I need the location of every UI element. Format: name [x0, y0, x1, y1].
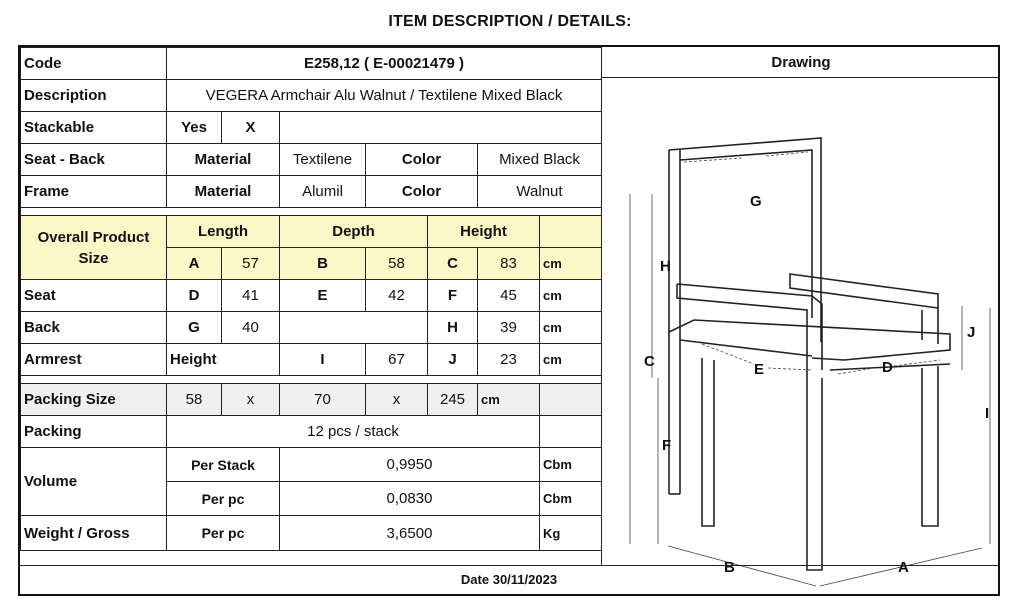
- label-b: B: [724, 559, 735, 576]
- footer-date: Date 30/11/2023: [20, 565, 998, 594]
- overall-unit: cm: [540, 248, 602, 280]
- weight-value: 3,6500: [280, 516, 540, 551]
- length-label: Length: [167, 216, 280, 248]
- row-weight: [21, 516, 602, 551]
- packing-size-blank: [540, 384, 602, 416]
- weight-label: Weight / Gross: [21, 516, 167, 551]
- description-label: Description: [21, 80, 167, 112]
- dim-g-label: G: [167, 312, 222, 344]
- overall-header-blank: [540, 216, 602, 248]
- chair-drawing: [602, 78, 1001, 576]
- stackable-label: Stackable: [21, 112, 167, 144]
- seat-back-color-label: Color: [366, 144, 478, 176]
- row-code: [21, 48, 602, 80]
- label-d: D: [882, 359, 893, 376]
- packing-value: 12 pcs / stack: [167, 416, 540, 448]
- armrest-label: Armrest: [21, 344, 167, 376]
- back-label: Back: [21, 312, 167, 344]
- dim-j-value: 23: [478, 344, 540, 376]
- dim-g-value: 40: [222, 312, 280, 344]
- row-armrest: [21, 344, 602, 376]
- label-j: J: [967, 324, 976, 341]
- label-h: H: [660, 258, 671, 275]
- weight-per-pc-label: Per pc: [167, 516, 280, 551]
- volume-per-stack: 0,9950: [280, 448, 540, 482]
- row-volume-stack: [21, 448, 602, 482]
- label-e: E: [754, 361, 765, 378]
- stackable-mark: X: [222, 112, 280, 144]
- volume-per-pc: 0,0830: [280, 482, 540, 516]
- back-unit: cm: [540, 312, 602, 344]
- dim-d-label: D: [167, 280, 222, 312]
- row-back: [21, 312, 602, 344]
- packing-size-d: 70: [280, 384, 366, 416]
- packing-blank: [540, 416, 602, 448]
- volume-label: Volume: [21, 448, 167, 516]
- packing-size-h: 245: [428, 384, 478, 416]
- description-value: VEGERA Armchair Alu Walnut / Textilene Mixed Black: [167, 80, 602, 112]
- row-seat: [21, 280, 602, 312]
- dim-h-value: 39: [478, 312, 540, 344]
- label-a: A: [898, 559, 909, 576]
- frame-material-label: Material: [167, 176, 280, 208]
- stackable-yes: Yes: [167, 112, 222, 144]
- volume-stack-unit: Cbm: [540, 448, 602, 482]
- drawing-header: Drawing: [601, 47, 1000, 78]
- seat-back-label: Seat - Back: [21, 144, 167, 176]
- dim-c-label: C: [428, 248, 478, 280]
- packing-size-label: Packing Size: [21, 384, 167, 416]
- seat-front: [680, 340, 950, 370]
- front-right-leg: [922, 366, 938, 526]
- dim-j-label: J: [428, 344, 478, 376]
- label-c: C: [644, 353, 655, 370]
- packing-size-x1: x: [222, 384, 280, 416]
- page-title: ITEM DESCRIPTION / DETAILS:: [388, 13, 632, 30]
- row-overall-header: [21, 216, 602, 248]
- armrest-height-label: Height: [167, 344, 280, 376]
- overall-label: Overall Product Size: [21, 216, 167, 280]
- weight-unit: Kg: [540, 516, 602, 551]
- dim-a-value: 57: [222, 248, 280, 280]
- frame-material: Alumil: [280, 176, 366, 208]
- spec-sheet: [18, 45, 1000, 596]
- code-label: Code: [21, 48, 167, 80]
- packing-size-unit: cm: [478, 384, 540, 416]
- dim-e-label: E: [280, 280, 366, 312]
- row-packing: [21, 416, 602, 448]
- frame-color-label: Color: [366, 176, 478, 208]
- dim-a-label: A: [167, 248, 222, 280]
- label-g: G: [750, 193, 762, 210]
- packing-size-x2: x: [366, 384, 428, 416]
- seat-label: Seat: [21, 280, 167, 312]
- left-arm: [677, 284, 822, 383]
- drawing-area: [601, 78, 1000, 576]
- separator: [21, 376, 602, 384]
- depth-label: Depth: [280, 216, 428, 248]
- seat-back-material-label: Material: [167, 144, 280, 176]
- packing-label: Packing: [21, 416, 167, 448]
- dim-f-label: F: [428, 280, 478, 312]
- separator: [21, 208, 602, 216]
- code-value: E258,12 ( E-00021479 ): [167, 48, 602, 80]
- dim-d-value: 41: [222, 280, 280, 312]
- row-seat-back: [21, 144, 602, 176]
- backrest-top: [669, 138, 821, 342]
- volume-per-stack-label: Per Stack: [167, 448, 280, 482]
- armrest-unit: cm: [540, 344, 602, 376]
- dim-c-value: 83: [478, 248, 540, 280]
- label-f: F: [662, 437, 672, 454]
- row-stackable: [21, 112, 602, 144]
- seat-outline: [669, 320, 950, 360]
- row-packing-size: [21, 384, 602, 416]
- dim-i-label: I: [280, 344, 366, 376]
- label-i: I: [985, 405, 990, 422]
- backrest-inner: [680, 150, 812, 318]
- row-description: [21, 80, 602, 112]
- dim-i-value: 67: [366, 344, 428, 376]
- frame-color: Walnut: [478, 176, 602, 208]
- row-frame: [21, 176, 602, 208]
- dim-e-value: 42: [366, 280, 428, 312]
- dim-f-value: 45: [478, 280, 540, 312]
- dim-b-value: 58: [366, 248, 428, 280]
- packing-size-w: 58: [167, 384, 222, 416]
- back-blank: [280, 312, 428, 344]
- front-left-leg: [807, 378, 822, 570]
- dim-b-label: B: [280, 248, 366, 280]
- seat-back-material: Textilene: [280, 144, 366, 176]
- frame-label: Frame: [21, 176, 167, 208]
- dim-h-label: H: [428, 312, 478, 344]
- seat-back-color: Mixed Black: [478, 144, 602, 176]
- stackable-blank: [280, 112, 602, 144]
- back-right-leg: [702, 358, 714, 526]
- volume-per-pc-label: Per pc: [167, 482, 280, 516]
- volume-pc-unit: Cbm: [540, 482, 602, 516]
- spec-table: [20, 47, 602, 551]
- height-label: Height: [428, 216, 540, 248]
- seat-unit: cm: [540, 280, 602, 312]
